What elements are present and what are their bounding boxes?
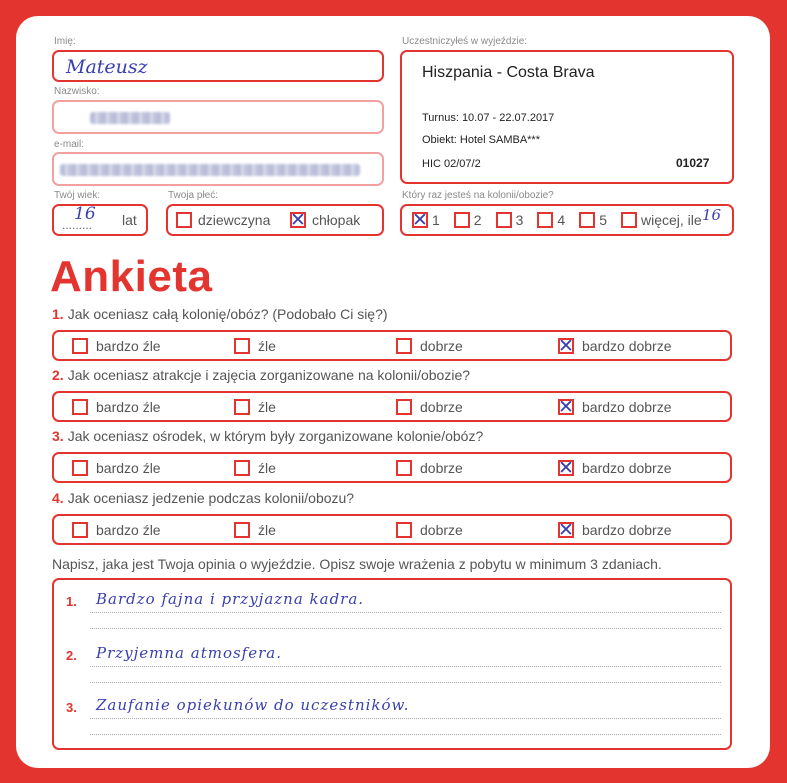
dotted-line: [90, 628, 721, 629]
age-unit: lat: [122, 212, 137, 228]
question-2: [52, 367, 470, 383]
rating-option[interactable]: [234, 516, 276, 543]
rating-checkbox[interactable]: [558, 460, 574, 476]
rating-row-4: [52, 514, 732, 545]
times-option-label: 1: [432, 212, 440, 228]
rating-checkbox[interactable]: [558, 522, 574, 538]
rating-option[interactable]: [558, 393, 672, 420]
age-value: 16: [74, 204, 96, 224]
times-checkbox-6[interactable]: [621, 212, 637, 228]
times-checkbox-5[interactable]: [579, 212, 595, 228]
participated-label: Uczestniczyłeś w wyjeździe:: [402, 36, 528, 47]
gender-field: [166, 204, 384, 236]
trip-object: Obiekt: Hotel SAMBA***: [422, 134, 540, 146]
question-text: Jak oceniasz jedzenie podczas kolonii/obozu?: [67, 490, 355, 506]
rating-label: dobrze: [420, 398, 463, 415]
rating-label: dobrze: [420, 459, 463, 476]
name-label: Imię:: [54, 36, 76, 47]
email-redacted: [60, 164, 360, 176]
rating-checkbox[interactable]: [234, 460, 250, 476]
gender-girl-checkbox[interactable]: [176, 212, 192, 228]
name-value: Mateusz: [66, 56, 148, 78]
rating-label: bardzo źle: [96, 398, 161, 415]
rating-checkbox[interactable]: [396, 399, 412, 415]
times-option-5[interactable]: [579, 212, 607, 228]
rating-option[interactable]: [72, 516, 161, 543]
question-text: Jak oceniasz atrakcje i zajęcia zorganizowane na kolonii/obozie?: [67, 367, 471, 383]
trip-number: 01027: [676, 156, 710, 170]
rating-checkbox[interactable]: [72, 522, 88, 538]
times-more-value: 16: [702, 206, 722, 224]
question-4: [52, 490, 354, 506]
opinion-line-text: Zaufanie opiekunów do uczestników.: [96, 696, 410, 714]
surname-redacted: [90, 112, 170, 124]
times-option-4[interactable]: [537, 212, 565, 228]
times-checkbox-4[interactable]: [537, 212, 553, 228]
question-text: Jak oceniasz całą kolonię/obóz? (Podobało Ci się?): [67, 306, 388, 322]
rating-checkbox[interactable]: [72, 338, 88, 354]
rating-checkbox[interactable]: [558, 399, 574, 415]
rating-row-3: [52, 452, 732, 483]
rating-option[interactable]: [72, 454, 161, 481]
rating-option[interactable]: [396, 516, 463, 543]
rating-label: źle: [258, 398, 276, 415]
rating-checkbox[interactable]: [396, 338, 412, 354]
rating-row-1: [52, 330, 732, 361]
opinion-line-number: 1.: [66, 594, 77, 609]
rating-label: bardzo źle: [96, 459, 161, 476]
opinion-line-number: 3.: [66, 700, 77, 715]
rating-label: dobrze: [420, 521, 463, 538]
gender-boy-checkbox[interactable]: [290, 212, 306, 228]
times-label: Który raz jesteś na kolonii/obozie?: [402, 190, 554, 201]
dotted-line: [90, 718, 721, 719]
age-label: Twój wiek:: [54, 190, 101, 201]
email-field[interactable]: [52, 152, 384, 186]
opinion-line-text: Bardzo fajna i przyjazna kadra.: [96, 590, 365, 608]
times-option-label: więcej, ile: [640, 212, 702, 228]
trip-code: HIC 02/07/2: [422, 158, 481, 170]
rating-option[interactable]: [234, 393, 276, 420]
rating-checkbox[interactable]: [72, 399, 88, 415]
question-number: 4.: [52, 490, 64, 506]
age-dots: .........: [62, 218, 93, 232]
opinion-prompt: Napisz, jaka jest Twoja opinia o wyjeździe. Opisz swoje wrażenia z pobytu w minimum 3 zdaniach.: [52, 556, 662, 572]
rating-label: bardzo dobrze: [582, 337, 672, 354]
rating-option[interactable]: [234, 332, 276, 359]
times-option-2[interactable]: [454, 212, 482, 228]
rating-option[interactable]: [396, 332, 463, 359]
rating-option[interactable]: [558, 332, 672, 359]
rating-label: bardzo dobrze: [582, 459, 672, 476]
question-number: 3.: [52, 428, 64, 444]
times-option-1[interactable]: [412, 212, 440, 228]
gender-option-boy[interactable]: [290, 212, 360, 228]
times-options: [412, 212, 702, 228]
dotted-line: [90, 612, 721, 613]
question-3: [52, 428, 483, 444]
question-number: 2.: [52, 367, 64, 383]
rating-label: dobrze: [420, 337, 463, 354]
rating-option[interactable]: [396, 393, 463, 420]
times-option-label: 4: [557, 212, 566, 228]
rating-checkbox[interactable]: [396, 522, 412, 538]
times-option-label: 5: [599, 212, 607, 228]
gender-boy-label: chłopak: [312, 212, 361, 228]
gender-option-girl[interactable]: [176, 212, 270, 228]
dotted-line: [90, 682, 721, 683]
rating-checkbox[interactable]: [72, 460, 88, 476]
opinion-line-text: Przyjemna atmosfera.: [96, 644, 282, 662]
gender-label: Twoja płeć:: [168, 190, 219, 201]
times-option-label: 2: [473, 212, 482, 228]
age-field[interactable]: [52, 204, 148, 236]
rating-option[interactable]: [558, 516, 672, 543]
times-option-6[interactable]: [621, 212, 702, 228]
email-label: e-mail:: [54, 139, 85, 150]
rating-option[interactable]: [72, 393, 161, 420]
rating-row-2: [52, 391, 732, 422]
rating-checkbox[interactable]: [234, 338, 250, 354]
surname-label: Nazwisko:: [54, 86, 100, 97]
times-option-3[interactable]: [496, 212, 524, 228]
opinion-line-number: 2.: [66, 648, 77, 663]
times-checkbox-2[interactable]: [454, 212, 470, 228]
times-option-label: 3: [515, 212, 524, 228]
question-1: [52, 306, 388, 322]
rating-checkbox[interactable]: [396, 460, 412, 476]
rating-checkbox[interactable]: [234, 522, 250, 538]
dotted-line: [90, 734, 721, 735]
rating-label: źle: [258, 459, 276, 476]
rating-label: bardzo dobrze: [582, 398, 672, 415]
rating-label: źle: [258, 521, 276, 538]
times-checkbox-1[interactable]: [412, 212, 428, 228]
times-checkbox-3[interactable]: [496, 212, 512, 228]
rating-label: bardzo dobrze: [582, 521, 672, 538]
rating-label: bardzo źle: [96, 337, 161, 354]
trip-turnus: Turnus: 10.07 - 22.07.2017: [422, 112, 555, 124]
rating-label: bardzo źle: [96, 521, 161, 538]
page-title: Ankieta: [50, 252, 213, 301]
question-text: Jak oceniasz ośrodek, w którym były zorganizowane kolonie/obóz?: [67, 428, 484, 444]
dotted-line: [90, 666, 721, 667]
trip-destination: Hiszpania - Costa Brava: [422, 64, 595, 81]
rating-checkbox[interactable]: [558, 338, 574, 354]
rating-option[interactable]: [72, 332, 161, 359]
trip-box: [400, 50, 734, 184]
times-field: [400, 204, 734, 236]
rating-option[interactable]: [396, 454, 463, 481]
rating-option[interactable]: [234, 454, 276, 481]
surname-field[interactable]: [52, 100, 384, 134]
name-field[interactable]: [52, 50, 384, 82]
rating-checkbox[interactable]: [234, 399, 250, 415]
rating-label: źle: [258, 337, 276, 354]
rating-option[interactable]: [558, 454, 672, 481]
gender-girl-label: dziewczyna: [198, 212, 271, 228]
question-number: 1.: [52, 306, 64, 322]
